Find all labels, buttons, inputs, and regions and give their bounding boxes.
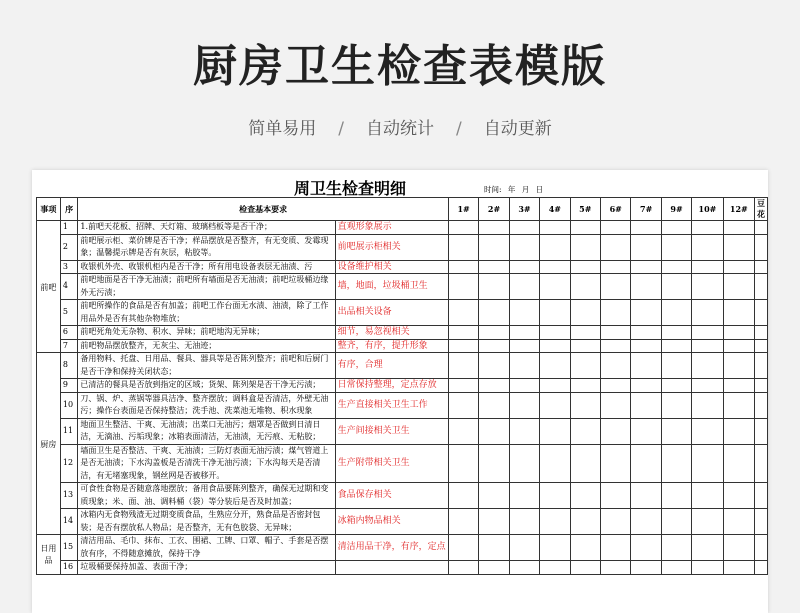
check-cell[interactable] bbox=[570, 260, 600, 274]
check-cell[interactable] bbox=[661, 300, 691, 326]
check-cell[interactable] bbox=[755, 418, 768, 444]
check-cell[interactable] bbox=[723, 379, 754, 393]
category-note: 直观形象展示 bbox=[335, 221, 448, 235]
check-cell[interactable] bbox=[509, 509, 539, 535]
table-row bbox=[37, 509, 768, 535]
requirement-text: 备用物料、托盘、日用品、餐具、器具等是否陈列整齐；前吧和后厨门是否干净和保持关闭状态； bbox=[78, 353, 335, 379]
row-number: 9 bbox=[60, 379, 78, 393]
page-title: 厨房卫生检查表模版 bbox=[193, 41, 607, 92]
spreadsheet-preview bbox=[32, 170, 768, 613]
check-cell[interactable] bbox=[692, 379, 723, 393]
check-cell[interactable] bbox=[755, 535, 768, 561]
check-cell[interactable] bbox=[692, 260, 723, 274]
check-cell[interactable] bbox=[570, 300, 600, 326]
row-number: 15 bbox=[60, 535, 78, 561]
check-cell[interactable] bbox=[540, 353, 570, 379]
check-cell[interactable] bbox=[479, 392, 509, 418]
check-cell[interactable] bbox=[448, 444, 478, 483]
category-cell: 厨房 bbox=[37, 353, 61, 535]
check-cell[interactable] bbox=[601, 339, 631, 353]
check-cell[interactable] bbox=[540, 326, 570, 340]
table-row bbox=[37, 274, 768, 300]
table-row bbox=[37, 300, 768, 326]
category-note: 清洁用品干净，有序，定点 bbox=[335, 535, 448, 561]
check-cell[interactable] bbox=[631, 483, 661, 509]
requirement-text: 收银机外壳、收银机柜内是否干净；所有用电设备表层无油渍、污 bbox=[78, 260, 335, 274]
check-cell[interactable] bbox=[509, 234, 539, 260]
check-cell[interactable] bbox=[601, 561, 631, 575]
check-cell[interactable] bbox=[601, 535, 631, 561]
col-category: 事项 bbox=[37, 198, 61, 221]
check-cell[interactable] bbox=[723, 234, 754, 260]
category-cell: 前吧 bbox=[37, 221, 61, 353]
check-cell[interactable] bbox=[631, 392, 661, 418]
subtitle-auto-update: 自动更新 bbox=[483, 119, 552, 139]
check-cell[interactable] bbox=[661, 535, 691, 561]
check-cell[interactable] bbox=[479, 260, 509, 274]
check-cell[interactable] bbox=[509, 221, 539, 235]
check-cell[interactable] bbox=[755, 561, 768, 575]
check-cell[interactable] bbox=[755, 392, 768, 418]
category-note: 生产间接相关卫生 bbox=[335, 418, 448, 444]
check-cell[interactable] bbox=[723, 509, 754, 535]
check-cell[interactable] bbox=[755, 221, 768, 235]
check-cell[interactable] bbox=[601, 300, 631, 326]
subtitle-easy: 简单易用 bbox=[248, 119, 317, 139]
check-cell[interactable] bbox=[755, 274, 768, 300]
table-row bbox=[37, 535, 768, 561]
category-note: 日常保持整理，定点存放 bbox=[335, 379, 448, 393]
check-cell[interactable] bbox=[631, 221, 661, 235]
check-cell[interactable] bbox=[570, 234, 600, 260]
check-cell[interactable] bbox=[661, 561, 691, 575]
check-cell[interactable] bbox=[448, 234, 478, 260]
col-slot: 7# bbox=[631, 198, 661, 221]
check-cell[interactable] bbox=[692, 509, 723, 535]
check-cell[interactable] bbox=[601, 483, 631, 509]
row-number: 3 bbox=[60, 260, 78, 274]
col-slot: 4# bbox=[540, 198, 570, 221]
check-cell[interactable] bbox=[448, 535, 478, 561]
check-cell[interactable] bbox=[661, 234, 691, 260]
check-cell[interactable] bbox=[723, 260, 754, 274]
check-cell[interactable] bbox=[601, 444, 631, 483]
check-cell[interactable] bbox=[448, 326, 478, 340]
check-cell[interactable] bbox=[479, 444, 509, 483]
check-cell[interactable] bbox=[692, 418, 723, 444]
check-cell[interactable] bbox=[509, 483, 539, 509]
requirement-text: 已清洁的餐具是否放到指定的区域；货架、陈列架是否干净无污渍； bbox=[78, 379, 335, 393]
row-number: 8 bbox=[60, 353, 78, 379]
category-note: 前吧展示柜相关 bbox=[335, 234, 448, 260]
table-row bbox=[37, 326, 768, 340]
check-cell[interactable] bbox=[479, 561, 509, 575]
requirement-text: 垃圾桶要保持加盖、表面干净； bbox=[78, 561, 335, 575]
check-cell[interactable] bbox=[570, 221, 600, 235]
check-cell[interactable] bbox=[661, 509, 691, 535]
check-cell[interactable] bbox=[723, 561, 754, 575]
check-cell[interactable] bbox=[601, 418, 631, 444]
check-cell[interactable] bbox=[540, 535, 570, 561]
check-cell[interactable] bbox=[692, 444, 723, 483]
check-cell[interactable] bbox=[692, 339, 723, 353]
requirement-text: 前吧死角处无杂物、积水、异味；前吧地沟无异味； bbox=[78, 326, 335, 340]
check-cell[interactable] bbox=[570, 561, 600, 575]
requirement-text: 前吧物品摆放整齐，无灰尘、无油迹； bbox=[78, 339, 335, 353]
check-cell[interactable] bbox=[601, 326, 631, 340]
check-cell[interactable] bbox=[755, 444, 768, 483]
col-slot: 豆花 bbox=[755, 198, 768, 221]
check-cell[interactable] bbox=[509, 444, 539, 483]
requirement-text: 地面卫生整洁、干爽、无油渍；出菜口无油污；烟罩是否做到日清日洁，无滴油、污垢现象；冰箱表面清洁，无油渍，无污痕、无粘胶； bbox=[78, 418, 335, 444]
check-cell[interactable] bbox=[661, 339, 691, 353]
check-cell[interactable] bbox=[570, 339, 600, 353]
check-cell[interactable] bbox=[723, 339, 754, 353]
check-cell[interactable] bbox=[631, 561, 661, 575]
check-cell[interactable] bbox=[448, 561, 478, 575]
check-cell[interactable] bbox=[479, 326, 509, 340]
check-cell[interactable] bbox=[479, 274, 509, 300]
check-cell[interactable] bbox=[661, 260, 691, 274]
check-cell[interactable] bbox=[448, 221, 478, 235]
check-cell[interactable] bbox=[601, 392, 631, 418]
check-cell[interactable] bbox=[540, 379, 570, 393]
requirement-text: 前吧展示柜、菜价牌是否干净；样品摆放是否整齐，有无变质、发霉现象；温馨提示牌是否有灰层，粘胶等。 bbox=[78, 234, 335, 260]
check-cell[interactable] bbox=[540, 221, 570, 235]
subtitle-separator: / bbox=[338, 119, 344, 139]
subtitle-separator: / bbox=[456, 119, 462, 139]
check-cell[interactable] bbox=[755, 260, 768, 274]
check-cell[interactable] bbox=[448, 353, 478, 379]
check-cell[interactable] bbox=[570, 418, 600, 444]
check-cell[interactable] bbox=[540, 418, 570, 444]
check-cell[interactable] bbox=[723, 300, 754, 326]
row-number: 12 bbox=[60, 444, 78, 483]
check-cell[interactable] bbox=[692, 392, 723, 418]
category-note: 有序，合理 bbox=[335, 353, 448, 379]
check-cell[interactable] bbox=[509, 353, 539, 379]
check-cell[interactable] bbox=[570, 392, 600, 418]
check-cell[interactable] bbox=[479, 234, 509, 260]
check-cell[interactable] bbox=[631, 234, 661, 260]
check-cell[interactable] bbox=[448, 300, 478, 326]
check-cell[interactable] bbox=[631, 260, 661, 274]
check-cell[interactable] bbox=[448, 274, 478, 300]
category-note: 设备维护相关 bbox=[335, 260, 448, 274]
check-cell[interactable] bbox=[661, 221, 691, 235]
check-cell[interactable] bbox=[509, 535, 539, 561]
check-cell[interactable] bbox=[540, 444, 570, 483]
check-cell[interactable] bbox=[540, 339, 570, 353]
check-cell[interactable] bbox=[755, 379, 768, 393]
row-number: 13 bbox=[60, 483, 78, 509]
table-row bbox=[37, 379, 768, 393]
check-cell[interactable] bbox=[448, 418, 478, 444]
check-cell[interactable] bbox=[479, 221, 509, 235]
check-cell[interactable] bbox=[723, 221, 754, 235]
category-note: 整齐，有序，提升形象 bbox=[335, 339, 448, 353]
col-slot: 2# bbox=[479, 198, 509, 221]
check-cell[interactable] bbox=[692, 326, 723, 340]
check-cell[interactable] bbox=[631, 339, 661, 353]
check-cell[interactable] bbox=[755, 326, 768, 340]
check-cell[interactable] bbox=[601, 353, 631, 379]
check-cell[interactable] bbox=[509, 379, 539, 393]
requirement-text: 冰箱内无食物残渣无过期变质食品，生熟应分开，熟食品是否密封包装；是否有摆放私人物品；是否整齐，无有色胶袋、无异味； bbox=[78, 509, 335, 535]
check-cell[interactable] bbox=[755, 339, 768, 353]
check-cell[interactable] bbox=[540, 392, 570, 418]
check-cell[interactable] bbox=[570, 483, 600, 509]
check-cell[interactable] bbox=[661, 353, 691, 379]
category-note: 出品相关设备 bbox=[335, 300, 448, 326]
check-cell[interactable] bbox=[631, 509, 661, 535]
table-row bbox=[37, 392, 768, 418]
check-cell[interactable] bbox=[448, 392, 478, 418]
requirement-text: 1.前吧天花板、招牌、天灯箱、玻璃档板等是否干净； bbox=[78, 221, 335, 235]
row-number: 10 bbox=[60, 392, 78, 418]
requirement-text: 前吧地面是否干净无油渍；前吧所有墙面是否无油渍；前吧垃圾桶边缘外无污渍； bbox=[78, 274, 335, 300]
col-slot: 12# bbox=[723, 198, 754, 221]
check-cell[interactable] bbox=[661, 326, 691, 340]
check-cell[interactable] bbox=[661, 392, 691, 418]
check-cell[interactable] bbox=[509, 561, 539, 575]
check-cell[interactable] bbox=[631, 535, 661, 561]
check-cell[interactable] bbox=[448, 483, 478, 509]
check-cell[interactable] bbox=[509, 274, 539, 300]
table-row bbox=[37, 260, 768, 274]
check-cell[interactable] bbox=[661, 483, 691, 509]
check-cell[interactable] bbox=[540, 234, 570, 260]
check-cell[interactable] bbox=[631, 379, 661, 393]
category-note: 冰箱内物品相关 bbox=[335, 509, 448, 535]
row-number: 16 bbox=[60, 561, 78, 575]
row-number: 2 bbox=[60, 234, 78, 260]
category-note bbox=[335, 561, 448, 575]
table-header-row bbox=[37, 198, 768, 221]
table-row bbox=[37, 353, 768, 379]
check-cell[interactable] bbox=[661, 418, 691, 444]
check-cell[interactable] bbox=[509, 300, 539, 326]
check-cell[interactable] bbox=[601, 509, 631, 535]
category-note: 墙，地面，垃圾桶卫生 bbox=[335, 274, 448, 300]
check-cell[interactable] bbox=[661, 379, 691, 393]
table-row bbox=[37, 234, 768, 260]
col-slot: 9# bbox=[661, 198, 691, 221]
check-cell[interactable] bbox=[570, 326, 600, 340]
col-seq: 序 bbox=[60, 198, 78, 221]
check-cell[interactable] bbox=[601, 260, 631, 274]
check-cell[interactable] bbox=[631, 274, 661, 300]
check-cell[interactable] bbox=[692, 535, 723, 561]
category-note: 生产附带相关卫生 bbox=[335, 444, 448, 483]
row-number: 1 bbox=[60, 221, 78, 235]
check-cell[interactable] bbox=[540, 260, 570, 274]
row-number: 5 bbox=[60, 300, 78, 326]
check-cell[interactable] bbox=[631, 326, 661, 340]
check-cell[interactable] bbox=[755, 353, 768, 379]
check-cell[interactable] bbox=[692, 234, 723, 260]
date-line: 时间: 年 月 日 bbox=[484, 185, 544, 194]
category-note: 细节，易忽视相关 bbox=[335, 326, 448, 340]
check-cell[interactable] bbox=[631, 418, 661, 444]
check-cell[interactable] bbox=[479, 509, 509, 535]
category-note: 食品保存相关 bbox=[335, 483, 448, 509]
check-cell[interactable] bbox=[631, 444, 661, 483]
check-cell[interactable] bbox=[448, 260, 478, 274]
check-cell[interactable] bbox=[570, 379, 600, 393]
check-cell[interactable] bbox=[723, 326, 754, 340]
check-cell[interactable] bbox=[448, 379, 478, 393]
subtitle-auto-stats: 自动统计 bbox=[366, 119, 434, 139]
requirement-text: 可食性食物是否随意落地摆放；备用食品要陈列整齐，确保无过期和变质现象；米、面、油、调料桶（袋）等分装后是否及时加盖； bbox=[78, 483, 335, 509]
category-note: 生产直接相关卫生工作 bbox=[335, 392, 448, 418]
check-cell[interactable] bbox=[601, 274, 631, 300]
col-slot: 6# bbox=[601, 198, 631, 221]
check-cell[interactable] bbox=[540, 561, 570, 575]
check-cell[interactable] bbox=[723, 418, 754, 444]
check-cell[interactable] bbox=[448, 339, 478, 353]
check-cell[interactable] bbox=[692, 561, 723, 575]
check-cell[interactable] bbox=[723, 535, 754, 561]
table-row bbox=[37, 444, 768, 483]
row-number: 4 bbox=[60, 274, 78, 300]
check-cell[interactable] bbox=[723, 483, 754, 509]
check-cell[interactable] bbox=[692, 274, 723, 300]
check-cell[interactable] bbox=[479, 483, 509, 509]
table-row bbox=[37, 561, 768, 575]
sheet-header bbox=[32, 170, 768, 197]
sheet-title: 周卫生检查明细 bbox=[294, 179, 407, 198]
check-cell[interactable] bbox=[509, 392, 539, 418]
check-cell[interactable] bbox=[601, 379, 631, 393]
check-cell[interactable] bbox=[509, 326, 539, 340]
table-row bbox=[37, 418, 768, 444]
check-cell[interactable] bbox=[692, 353, 723, 379]
check-cell[interactable] bbox=[570, 353, 600, 379]
check-cell[interactable] bbox=[755, 483, 768, 509]
check-cell[interactable] bbox=[540, 300, 570, 326]
check-cell[interactable] bbox=[661, 274, 691, 300]
requirement-text: 墙面卫生是否整洁、干爽、无油渍；三防灯表面无油污渍；煤气管道上是否无油渍；下水沟盖板是否清洗干净无油污渍；下水沟每天是否清洁，有无堵塞现象，钢丝网是否被移开。 bbox=[78, 444, 335, 483]
check-cell[interactable] bbox=[509, 339, 539, 353]
check-cell[interactable] bbox=[540, 509, 570, 535]
check-cell[interactable] bbox=[540, 483, 570, 509]
check-cell[interactable] bbox=[601, 234, 631, 260]
row-number: 11 bbox=[60, 418, 78, 444]
check-cell[interactable] bbox=[570, 444, 600, 483]
inspection-table bbox=[36, 197, 768, 575]
check-cell[interactable] bbox=[692, 483, 723, 509]
table-row bbox=[37, 483, 768, 509]
check-cell[interactable] bbox=[570, 274, 600, 300]
col-slot: 1# bbox=[448, 198, 478, 221]
check-cell[interactable] bbox=[692, 221, 723, 235]
check-cell[interactable] bbox=[540, 274, 570, 300]
check-cell[interactable] bbox=[723, 392, 754, 418]
check-cell[interactable] bbox=[509, 260, 539, 274]
check-cell[interactable] bbox=[601, 221, 631, 235]
row-number: 6 bbox=[60, 326, 78, 340]
requirement-text: 刀、锅、炉、蒸锅等器具洁净、整齐摆放；调料盒是否清洁，外壁无油污；操作台表面是否保持整洁；洗手池、洗菜池无堆物、积水现象 bbox=[78, 392, 335, 418]
check-cell[interactable] bbox=[631, 353, 661, 379]
col-slot: 10# bbox=[692, 198, 723, 221]
check-cell[interactable] bbox=[570, 535, 600, 561]
check-cell[interactable] bbox=[631, 300, 661, 326]
row-number: 14 bbox=[60, 509, 78, 535]
check-cell[interactable] bbox=[479, 379, 509, 393]
check-cell[interactable] bbox=[723, 444, 754, 483]
check-cell[interactable] bbox=[448, 509, 478, 535]
requirement-text: 前吧所操作的食品是否有加盖；前吧工作台面无水渍、油渍，除了工作用品外是否有其他杂物堆放； bbox=[78, 300, 335, 326]
check-cell[interactable] bbox=[723, 353, 754, 379]
check-cell[interactable] bbox=[479, 300, 509, 326]
col-slot: 5# bbox=[570, 198, 600, 221]
check-cell[interactable] bbox=[479, 535, 509, 561]
check-cell[interactable] bbox=[755, 234, 768, 260]
table-body bbox=[37, 221, 768, 575]
check-cell[interactable] bbox=[479, 353, 509, 379]
check-cell[interactable] bbox=[570, 509, 600, 535]
check-cell[interactable] bbox=[692, 300, 723, 326]
check-cell[interactable] bbox=[509, 418, 539, 444]
col-slot: 3# bbox=[509, 198, 539, 221]
col-requirement: 检查基本要求 bbox=[78, 198, 449, 221]
row-number: 7 bbox=[60, 339, 78, 353]
check-cell[interactable] bbox=[479, 339, 509, 353]
table-row bbox=[37, 339, 768, 353]
subtitle bbox=[0, 114, 800, 139]
check-cell[interactable] bbox=[723, 274, 754, 300]
check-cell[interactable] bbox=[755, 300, 768, 326]
requirement-text: 清洁用品、毛巾、抹布、工衣、围裙、工牌、口罩、帽子、手套是否摆放有序，不得随意摊放，保持干净 bbox=[78, 535, 335, 561]
category-cell: 日用品 bbox=[37, 535, 61, 575]
table-row bbox=[37, 221, 768, 235]
check-cell[interactable] bbox=[661, 444, 691, 483]
check-cell[interactable] bbox=[755, 509, 768, 535]
check-cell[interactable] bbox=[479, 418, 509, 444]
